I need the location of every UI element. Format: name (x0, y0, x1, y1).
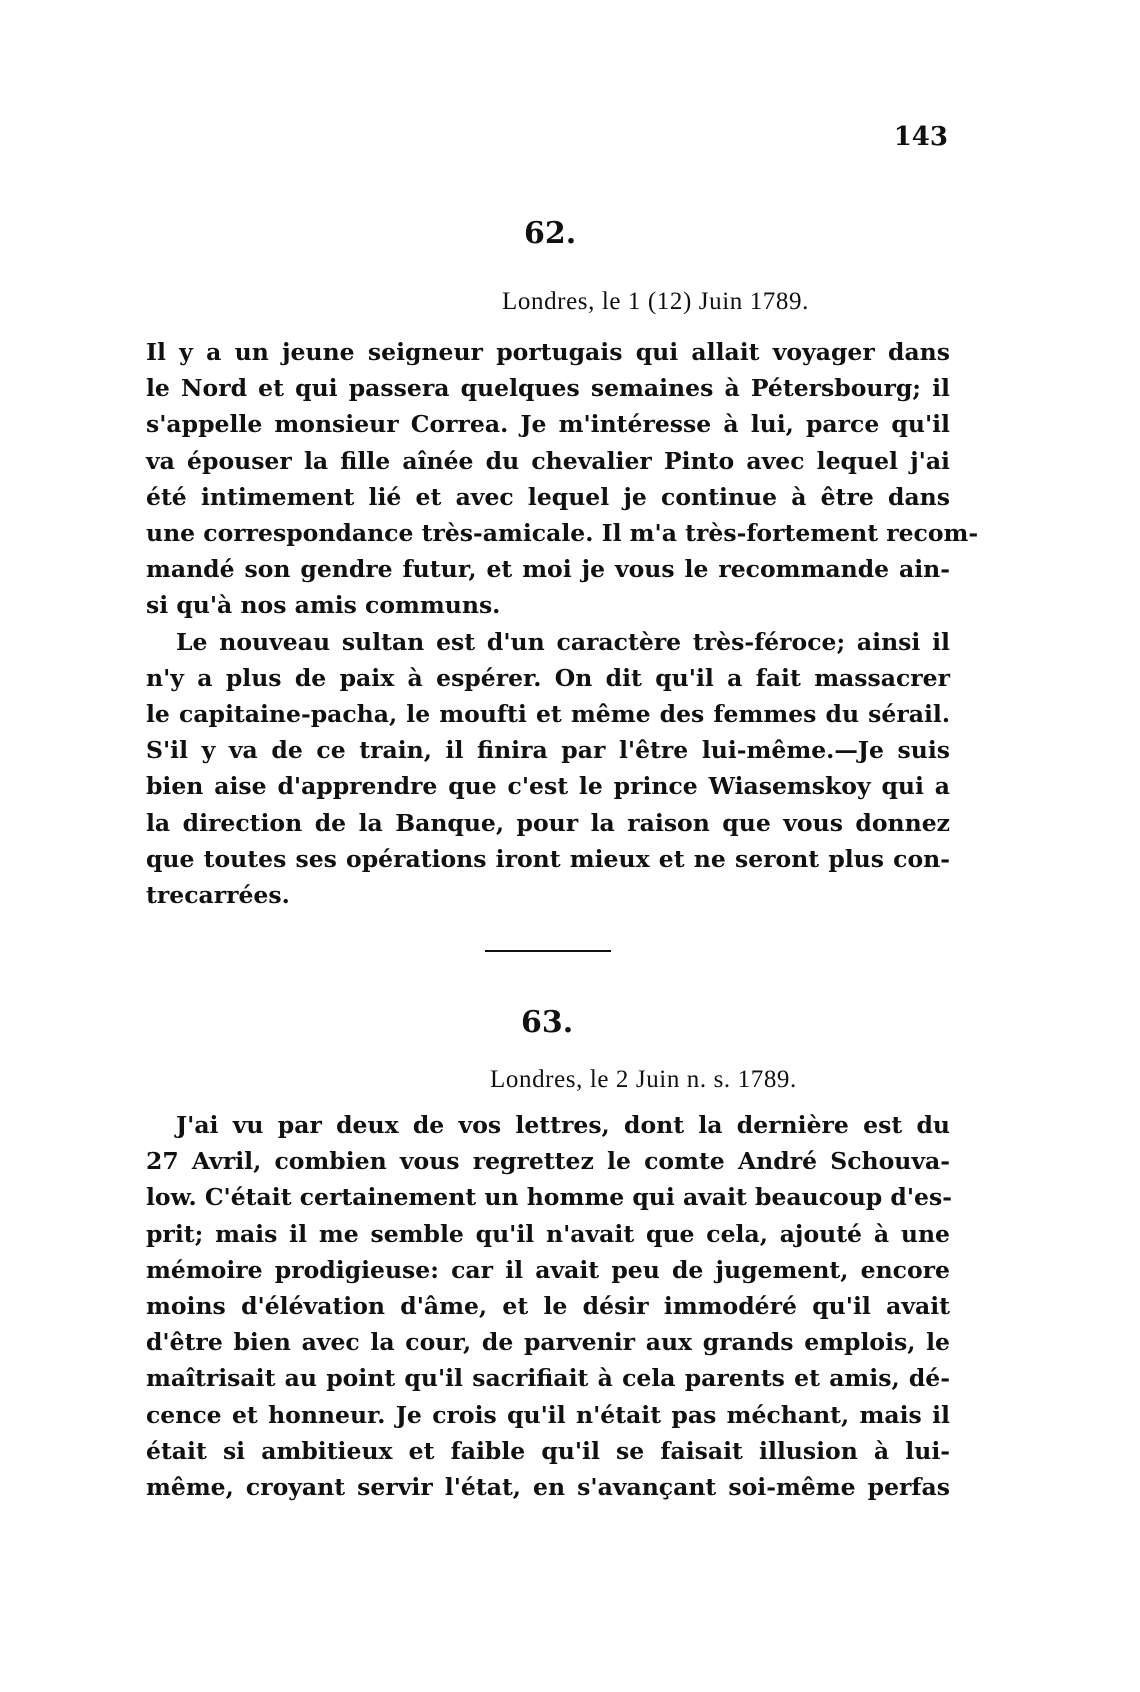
text-line: que toutes ses opérations iront mieux et ne seront plus con- (146, 844, 950, 873)
text-line: une correspondance très-amicale. Il m'a très-fortement recom- (146, 519, 979, 548)
text-line: mandé son gendre futur, et moi je vous le recommande ain- (146, 555, 950, 584)
text-line: mémoire prodigieuse: car il avait peu de jugement, encore (146, 1255, 950, 1284)
text-line: s'appelle monsieur Correa. Je m'intéresse à lui, parce qu'il (146, 410, 950, 439)
text-line: bien aise d'apprendre que c'est le prince Wiasemskoy qui a (146, 772, 950, 801)
letter-62-body (146, 334, 979, 913)
section-divider (485, 950, 611, 952)
text-line: était si ambitieux et faible qu'il se faisait illusion à lui- (146, 1436, 950, 1465)
letter-63-body (146, 1107, 950, 1505)
text-line: le Nord et qui passera quelques semaines à Pétersbourg; il (146, 374, 950, 403)
text-line: la direction de la Banque, pour la raison que vous donnez (146, 808, 950, 837)
text-line: n'y a plus de paix à espérer. On dit qu'il a fait massacrer (146, 663, 950, 692)
text-line: le capitaine-pacha, le moufti et même des femmes du sérail. (146, 700, 950, 729)
text-line: 27 Avril, combien vous regrettez le comte André Schouva- (146, 1147, 950, 1176)
text-line: maîtrisait au point qu'il sacrifiait à cela parents et amis, dé- (146, 1364, 950, 1393)
text-line: va épouser la fille aînée du chevalier Pinto avec lequel j'ai (146, 446, 950, 475)
page-number: 143 (893, 122, 948, 152)
letter-62-number: 62. (524, 216, 577, 251)
letter-63-number: 63. (521, 1005, 574, 1040)
text-line: cence et honneur. Je crois qu'il n'était pas méchant, mais il (146, 1400, 950, 1429)
text-line: d'être bien avec la cour, de parvenir aux grands emplois, le (146, 1328, 950, 1357)
letter-63-dateline: Londres, le 2 Juin n. s. 1789. (490, 1066, 797, 1093)
text-line: low. C'était certainement un homme qui avait beaucoup d'es- (146, 1183, 952, 1212)
text-line: trecarrées. (146, 881, 290, 910)
text-line: si qu'à nos amis communs. (146, 591, 501, 620)
text-line: moins d'élévation d'âme, et le désir immodéré qu'il avait (146, 1292, 950, 1321)
text-line: prit; mais il me semble qu'il n'avait que cela, ajouté à une (146, 1219, 950, 1248)
letter-62-dateline: Londres, le 1 (12) Juin 1789. (502, 288, 809, 315)
text-line: S'il y va de ce train, il finira par l'être lui-même.—Je suis (146, 736, 950, 765)
text-line: Le nouveau sultan est d'un caractère très-féroce; ainsi il (176, 627, 950, 656)
text-line: Il y a un jeune seigneur portugais qui allait voyager dans (146, 338, 950, 366)
text-line: J'ai vu par deux de vos lettres, dont la dernière est du (176, 1111, 950, 1139)
text-line: même, croyant servir l'état, en s'avançant soi-même perfas (146, 1473, 950, 1502)
text-line: été intimement lié et avec lequel je continue à être dans (146, 482, 950, 511)
